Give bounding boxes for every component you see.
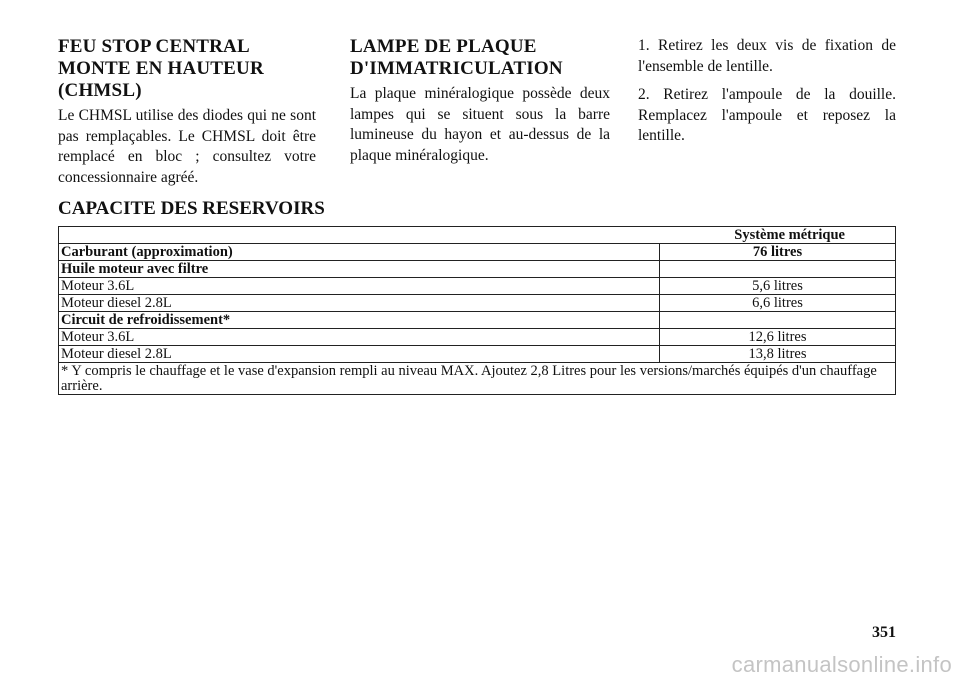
- plate-lamp-section: [350, 36, 610, 166]
- capacity-row-label: Moteur diesel 2.8L: [59, 295, 660, 312]
- capacity-row-label: Moteur 3.6L: [59, 278, 660, 295]
- capacity-row: [59, 295, 896, 312]
- plate-lamp-body: La plaque minéralogique possède deux lampes qui se situent sous la barre lumineuse du hayon et au-dessus de la plaque minéralogique.: [350, 85, 610, 164]
- capacity-footnote-row: [59, 363, 896, 395]
- chmsl-heading-line-1: FEU STOP CENTRAL: [58, 36, 250, 57]
- capacity-table: [58, 226, 896, 395]
- capacity-row-value: 13,8 litres: [660, 346, 896, 363]
- capacity-row: [59, 346, 896, 363]
- capacity-footnote: * Y compris le chauffage et le vase d'expansion rempli au niveau MAX. Ajoutez 2,8 Litres pour les versions/marchés équipés d'un chauffage arrière.: [59, 363, 896, 395]
- capacity-row-value: [660, 261, 896, 278]
- capacity-row: [59, 312, 896, 329]
- chmsl-heading-line-3: (CHMSL): [58, 80, 142, 101]
- step-1: 1. Retirez les deux vis de fixation de l'ensemble de lentille.: [638, 37, 896, 75]
- capacity-row: [59, 244, 896, 261]
- capacity-row-value: 6,6 litres: [660, 295, 896, 312]
- capacity-row-value: 5,6 litres: [660, 278, 896, 295]
- page-number: 351: [872, 624, 896, 641]
- capacity-row-label: Moteur diesel 2.8L: [59, 346, 660, 363]
- plate-lamp-heading-line-1: LAMPE DE PLAQUE: [350, 36, 537, 57]
- capacity-row-value: 12,6 litres: [660, 329, 896, 346]
- watermark-text: carmanualsonline.info: [731, 652, 952, 677]
- capacity-title: CAPACITE DES RESERVOIRS: [58, 198, 325, 219]
- capacity-row-label: Huile moteur avec filtre: [59, 261, 660, 278]
- plate-lamp-heading-line-2: D'IMMATRICULATION: [350, 58, 563, 79]
- capacity-row-label: Carburant (approximation): [59, 244, 660, 261]
- capacity-row-label: Moteur 3.6L: [59, 329, 660, 346]
- chmsl-heading-line-2: MONTE EN HAUTEUR: [58, 58, 264, 79]
- capacity-row: [59, 329, 896, 346]
- capacity-header-cell: Système métrique: [59, 227, 896, 244]
- capacity-row-value: [660, 312, 896, 329]
- capacity-row: [59, 278, 896, 295]
- chmsl-section: [58, 36, 316, 188]
- step-2: 2. Retirez l'ampoule de la douille. Remplacez l'ampoule et reposez la lentille.: [638, 86, 896, 144]
- capacity-row-value: 76 litres: [660, 244, 896, 261]
- replacement-steps: [638, 36, 896, 155]
- capacity-row-label: Circuit de refroidissement*: [59, 312, 660, 329]
- capacity-row: [59, 261, 896, 278]
- chmsl-body: Le CHMSL utilise des diodes qui ne sont pas remplaçables. Le CHMSL doit être remplacé en bloc ; consultez votre concessionnaire agréé.: [58, 107, 316, 186]
- chmsl-heading: [58, 36, 316, 102]
- capacity-header-row: [59, 227, 896, 244]
- plate-lamp-heading: [350, 36, 610, 80]
